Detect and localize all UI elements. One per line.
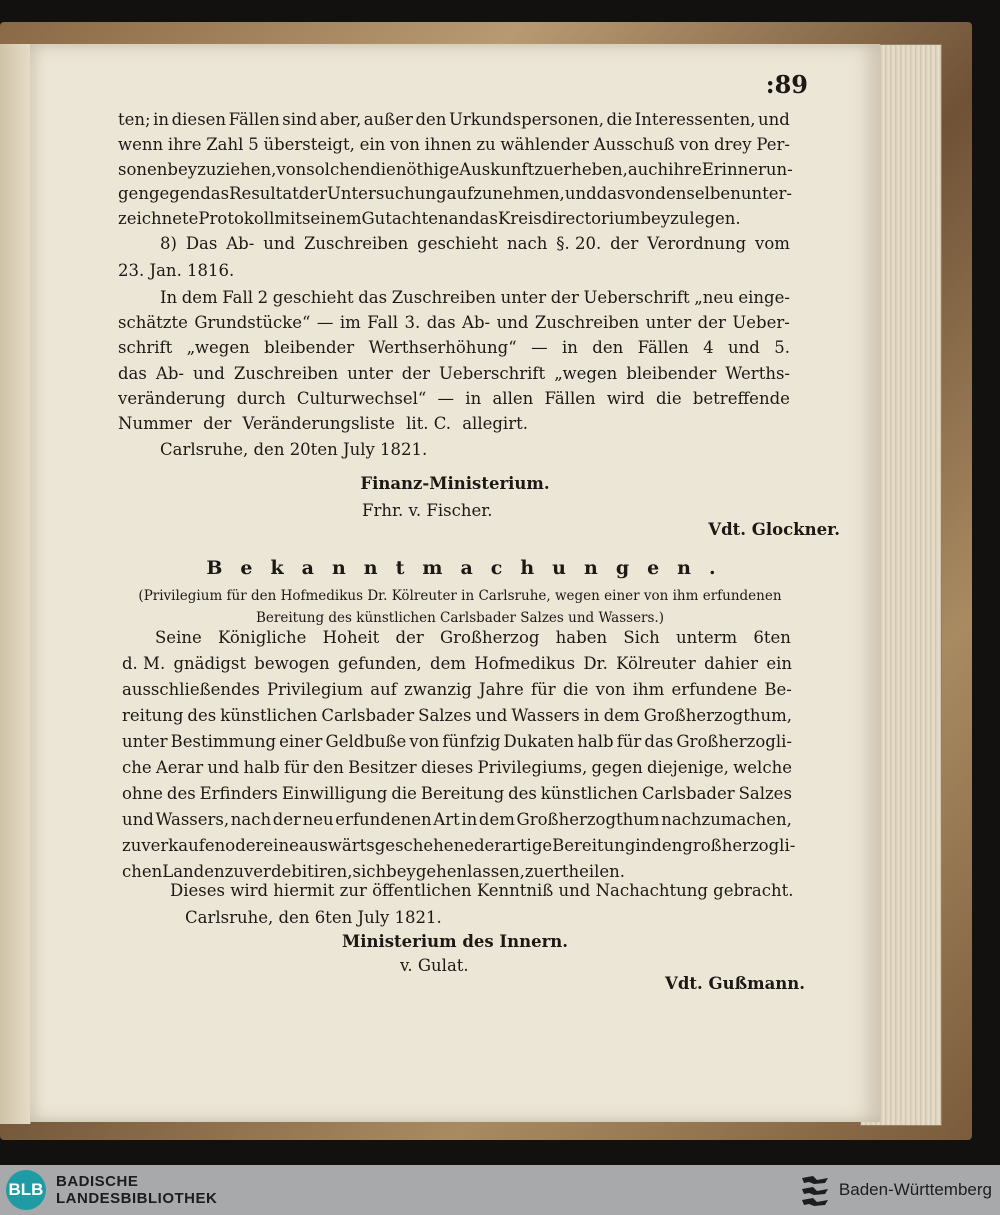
word: 3.	[404, 313, 421, 332]
word: im	[339, 313, 361, 332]
word: ertheilen.	[544, 862, 626, 881]
word: Zuschreiben	[534, 313, 640, 332]
word: Culturwechsel“	[296, 389, 427, 408]
word: che	[122, 758, 152, 777]
text-line	[118, 412, 528, 436]
word: die	[606, 110, 633, 129]
word: allegirt.	[462, 414, 528, 433]
signer-1: Frhr. v. Fischer.	[362, 501, 493, 520]
word: ausschließendes	[122, 680, 260, 699]
word: Königliche	[217, 628, 307, 647]
word: von	[390, 135, 420, 154]
word: gegen	[591, 758, 643, 777]
word: beyzulegen.	[640, 209, 741, 228]
word: Ausschuß	[593, 135, 675, 154]
word: in	[635, 836, 652, 855]
word: allen	[492, 389, 534, 408]
word: und	[728, 338, 760, 357]
word: ihre	[668, 160, 702, 179]
word: haben	[555, 628, 608, 647]
word: erheben,	[553, 160, 628, 179]
word: künstlichen	[540, 784, 638, 803]
word: dieses	[420, 758, 474, 777]
word: für	[530, 680, 556, 699]
word: in	[153, 110, 170, 129]
word: durch	[236, 389, 286, 408]
word: Großherzog	[439, 628, 540, 647]
word: und	[263, 234, 296, 253]
word: das	[118, 364, 147, 383]
word: das	[358, 288, 388, 307]
word: unter	[500, 288, 547, 307]
text-line	[118, 336, 790, 360]
word: zu	[524, 862, 545, 881]
word: außer	[363, 110, 413, 129]
word: den	[415, 110, 447, 129]
word: das	[596, 184, 626, 203]
ministry-2: Ministerium des Innern.	[341, 932, 569, 951]
word: Sich	[623, 628, 660, 647]
word: fünfzig	[442, 732, 501, 751]
word: zu	[122, 836, 142, 855]
word: 23. Jan. 1816.	[118, 261, 235, 280]
word: die	[655, 389, 682, 408]
word: ihnen	[424, 135, 472, 154]
word: Bereitung	[420, 784, 505, 803]
word: Art	[433, 810, 460, 829]
word: unter	[347, 364, 393, 383]
word: Kölreuter	[616, 654, 696, 673]
word: von	[595, 680, 626, 699]
word: einer	[279, 732, 323, 751]
word: chen	[122, 862, 163, 881]
word: 2	[257, 288, 269, 307]
word: einge-	[738, 288, 790, 307]
text-line	[122, 756, 792, 780]
word: In	[160, 288, 178, 307]
word: Dr.	[583, 654, 608, 673]
word: Dukaten	[503, 732, 575, 751]
word: in	[583, 706, 600, 725]
word: dahier	[704, 654, 759, 673]
text-line	[118, 207, 741, 231]
word: Fall	[222, 288, 254, 307]
word: geschieht	[417, 234, 499, 253]
word: die	[562, 680, 589, 699]
word: Kreisdirectorium	[498, 209, 641, 228]
word: wählender	[500, 135, 589, 154]
word: sonen	[118, 160, 168, 179]
word: betreffende	[692, 389, 790, 408]
word: 5	[248, 135, 259, 154]
word: Zuschreiben	[233, 364, 339, 383]
word: und	[496, 313, 529, 332]
word: geschieht	[272, 288, 354, 307]
subtitle-line-2: Bereitung des künstlichen Carlsbader Salzes und Wassers.)	[256, 610, 664, 626]
word: Salzes	[418, 706, 472, 725]
word: Das	[185, 234, 218, 253]
word: ein	[359, 135, 386, 154]
word: mit	[274, 209, 302, 228]
footer-bar	[0, 1165, 1000, 1215]
word: Privilegium	[267, 680, 364, 699]
word: Hoheit	[322, 628, 380, 647]
word: Werthserhöhung“	[368, 338, 517, 357]
word: ein	[766, 654, 792, 673]
notice-line: Dieses wird hiermit zur öffentlichen Kenntniß und Nachachtung gebracht.	[170, 881, 794, 900]
page-number: :89	[765, 70, 808, 99]
word: Carlsbader	[641, 784, 735, 803]
word: Ab-	[155, 364, 184, 383]
word: auswärts	[298, 836, 375, 855]
word: des	[187, 706, 217, 725]
word: Aerar	[155, 758, 204, 777]
word: Verordnung	[647, 234, 747, 253]
text-line	[118, 133, 790, 157]
state-name: Baden-Württemberg	[838, 1180, 992, 1199]
book-page	[30, 44, 880, 1122]
word: künstlichen	[220, 706, 318, 725]
word: veränderung	[118, 389, 226, 408]
word: neu	[302, 810, 334, 829]
word: bleibender	[264, 338, 355, 357]
word: die	[370, 160, 396, 179]
word: halb	[243, 758, 280, 777]
word: 8)	[160, 234, 177, 253]
word: Großherzogthum	[516, 810, 660, 829]
text-line	[118, 362, 790, 386]
word: zu	[534, 160, 554, 179]
word: lit. C.	[406, 414, 452, 433]
text-line	[118, 387, 790, 411]
word: diejenige,	[646, 758, 729, 777]
word: Fällen	[228, 110, 280, 129]
word: —	[531, 338, 548, 357]
text-line	[122, 652, 792, 676]
word: Salzes	[738, 784, 792, 803]
word: bewogen	[254, 654, 330, 673]
word: oder	[225, 836, 264, 855]
word: großherzogli-	[682, 836, 796, 855]
word: Ueber-	[732, 313, 790, 332]
word: und	[193, 364, 225, 383]
word: Urkundspersonen,	[449, 110, 604, 129]
word: auf	[370, 680, 397, 699]
word: und	[475, 706, 508, 725]
text-line	[160, 232, 790, 256]
blb-logo[interactable]: BLB	[6, 1170, 46, 1210]
word: bleibender	[626, 364, 717, 383]
word: 4	[703, 338, 714, 357]
text-line	[155, 626, 791, 650]
word: Fällen	[637, 338, 689, 357]
text-line	[118, 108, 790, 132]
word: der	[395, 628, 424, 647]
word: schätzte	[118, 313, 188, 332]
word: Einwilligung	[281, 784, 388, 803]
word: gnädigst	[173, 654, 246, 673]
word: der	[272, 810, 301, 829]
word: verkaufen	[141, 836, 226, 855]
word: Großherzogthum,	[643, 706, 792, 725]
word: erfundene	[671, 680, 758, 699]
word: Großherzogli-	[676, 732, 792, 751]
word: Bereitung	[552, 836, 636, 855]
library-name: BADISCHE LANDESBIBLIOTHEK	[56, 1173, 218, 1207]
word: eine	[263, 836, 299, 855]
subtitle-line-1: (Privilegium für den Hofmedikus Dr. Kölreuter in Carlsruhe, wegen einer von ihm erfundenen	[138, 588, 782, 604]
word: der	[203, 414, 232, 433]
text-line	[118, 259, 968, 283]
lions-coat-of-arms-icon	[799, 1172, 831, 1208]
text-line	[122, 730, 792, 754]
word: aber,	[319, 110, 362, 129]
word: Fällen	[544, 389, 596, 408]
section-heading: Bekanntmachungen.	[206, 557, 734, 579]
word: Ab-	[462, 313, 491, 332]
word: zeichnete	[118, 209, 199, 228]
word: der	[401, 364, 430, 383]
word: Gutachten	[361, 209, 449, 228]
word: unter	[122, 732, 168, 751]
word: das	[644, 732, 674, 751]
word: das	[469, 209, 498, 228]
word: sich	[352, 862, 387, 881]
word: an	[448, 209, 470, 228]
word: für	[284, 758, 309, 777]
word: von	[625, 184, 656, 203]
word: den	[592, 338, 624, 357]
word: seinem	[301, 209, 362, 228]
word: Nummer	[118, 414, 193, 433]
word: welche	[733, 758, 792, 777]
word: reitung	[122, 706, 184, 725]
word: den	[651, 836, 683, 855]
signer-2: v. Gulat.	[400, 956, 469, 975]
word: des	[166, 784, 196, 803]
word: Per-	[756, 135, 790, 154]
word: in	[465, 389, 482, 408]
text-line	[160, 438, 1000, 462]
word: in	[561, 338, 578, 357]
word: von	[679, 135, 710, 154]
word: von	[409, 732, 440, 751]
word: ten;	[118, 110, 151, 129]
word: und	[207, 758, 240, 777]
word: —	[437, 389, 455, 408]
word: Privilegiums,	[477, 758, 588, 777]
word: Veränderungsliste	[242, 414, 395, 433]
word: Be-	[764, 680, 792, 699]
word: dem	[430, 654, 467, 673]
word: verdebitiren,	[243, 862, 353, 881]
word: Bestimmung	[170, 732, 277, 751]
word: zwanzig	[404, 680, 472, 699]
word: dem	[181, 288, 218, 307]
word: Erinnerun-	[701, 160, 793, 179]
state-brand[interactable]	[799, 1172, 992, 1208]
word: der	[610, 234, 639, 253]
word: 6ten	[753, 628, 791, 647]
text-line	[118, 158, 793, 182]
word: des	[508, 784, 537, 803]
countersign-1: Vdt. Glockner.	[708, 520, 840, 539]
word: ihm	[632, 680, 665, 699]
word: aufzunehmen,	[446, 184, 565, 203]
word: „wegen	[554, 364, 618, 383]
word: geschehene	[374, 836, 474, 855]
word: und	[122, 810, 154, 829]
word: Fall	[367, 313, 399, 332]
word: Carlsbader	[321, 706, 415, 725]
word: Grundstücke“	[194, 313, 311, 332]
word: von	[276, 160, 307, 179]
word: derartige	[473, 836, 553, 855]
word: Zahl	[206, 135, 244, 154]
word: Untersuchung	[327, 184, 447, 203]
left-page-edge	[0, 44, 31, 1124]
word: unterm	[675, 628, 738, 647]
word: —	[316, 313, 334, 332]
word: sind	[282, 110, 318, 129]
word: Zuschreiben	[391, 288, 496, 307]
text-line	[160, 286, 790, 310]
word: dem	[478, 810, 515, 829]
word: dem	[603, 706, 640, 725]
word: gefunden,	[337, 654, 422, 673]
word: der	[550, 288, 579, 307]
word: Geldbuße	[325, 732, 407, 751]
word: Ab-	[226, 234, 255, 253]
word: der	[298, 184, 328, 203]
word: schrift	[118, 338, 173, 357]
word: erfundenen	[335, 810, 432, 829]
word: nachzumachen,	[661, 810, 792, 829]
word: übersteigt,	[263, 135, 355, 154]
word: unter	[645, 313, 692, 332]
countersign-2: Vdt. Gußmann.	[665, 974, 805, 993]
word: Werths-	[725, 364, 790, 383]
text-line	[118, 182, 790, 206]
word: Erfinders	[199, 784, 278, 803]
word: vom	[755, 234, 790, 253]
text-line	[122, 704, 792, 728]
word: „wegen	[186, 338, 250, 357]
text-line	[118, 311, 790, 335]
text-line	[122, 678, 792, 702]
text-line	[122, 834, 796, 858]
word: lassen,	[467, 862, 525, 881]
word: zu	[224, 862, 244, 881]
word: Interessenten,	[634, 110, 756, 129]
word: Resultat	[229, 184, 299, 203]
word: Zuschreiben	[303, 234, 409, 253]
word: wenn	[118, 135, 164, 154]
word: Auskunft	[459, 160, 535, 179]
word: §. 20.	[556, 234, 602, 253]
word: 5.	[774, 338, 790, 357]
word: nach	[230, 810, 272, 829]
word: ihre	[167, 135, 202, 154]
word: d. M.	[122, 654, 166, 673]
word: Seine	[155, 628, 202, 647]
word: Ueberschrift	[439, 364, 546, 383]
word: Ueberschrift	[583, 288, 690, 307]
word: nöthige	[395, 160, 460, 179]
word: auch	[627, 160, 669, 179]
word: Wassers	[511, 706, 580, 725]
word: wird	[606, 389, 645, 408]
word: Jahre	[479, 680, 524, 699]
word: gegen	[148, 184, 201, 203]
word: drey	[714, 135, 752, 154]
word: Landen	[162, 862, 225, 881]
ministry-1: Finanz-Ministerium.	[360, 474, 550, 493]
word: Wassers,	[155, 810, 230, 829]
word: denselben	[655, 184, 741, 203]
word: beygehen	[386, 862, 468, 881]
word: „neu	[694, 288, 734, 307]
word: solchen	[306, 160, 371, 179]
word: das	[200, 184, 230, 203]
word: und	[758, 110, 790, 129]
word: das	[426, 313, 456, 332]
word: der	[697, 313, 726, 332]
word: beyzuziehen,	[167, 160, 277, 179]
word: gen	[118, 184, 149, 203]
word: nach	[507, 234, 548, 253]
date-2: Carlsruhe, den 6ten July 1821.	[185, 908, 442, 927]
word: ohne	[122, 784, 163, 803]
word: für	[616, 732, 642, 751]
word: Carlsruhe, den 20ten July 1821.	[160, 440, 428, 459]
word: diesen	[171, 110, 227, 129]
text-line	[122, 782, 792, 806]
word: zu	[476, 135, 496, 154]
word: in	[461, 810, 478, 829]
word: unter-	[740, 184, 792, 203]
word: den	[312, 758, 344, 777]
word: die	[391, 784, 417, 803]
word: und	[564, 184, 597, 203]
word: Protokoll	[198, 209, 275, 228]
word: Hofmedikus	[474, 654, 576, 673]
word: Besitzer	[348, 758, 417, 777]
text-line	[122, 808, 792, 832]
word: halb	[577, 732, 614, 751]
